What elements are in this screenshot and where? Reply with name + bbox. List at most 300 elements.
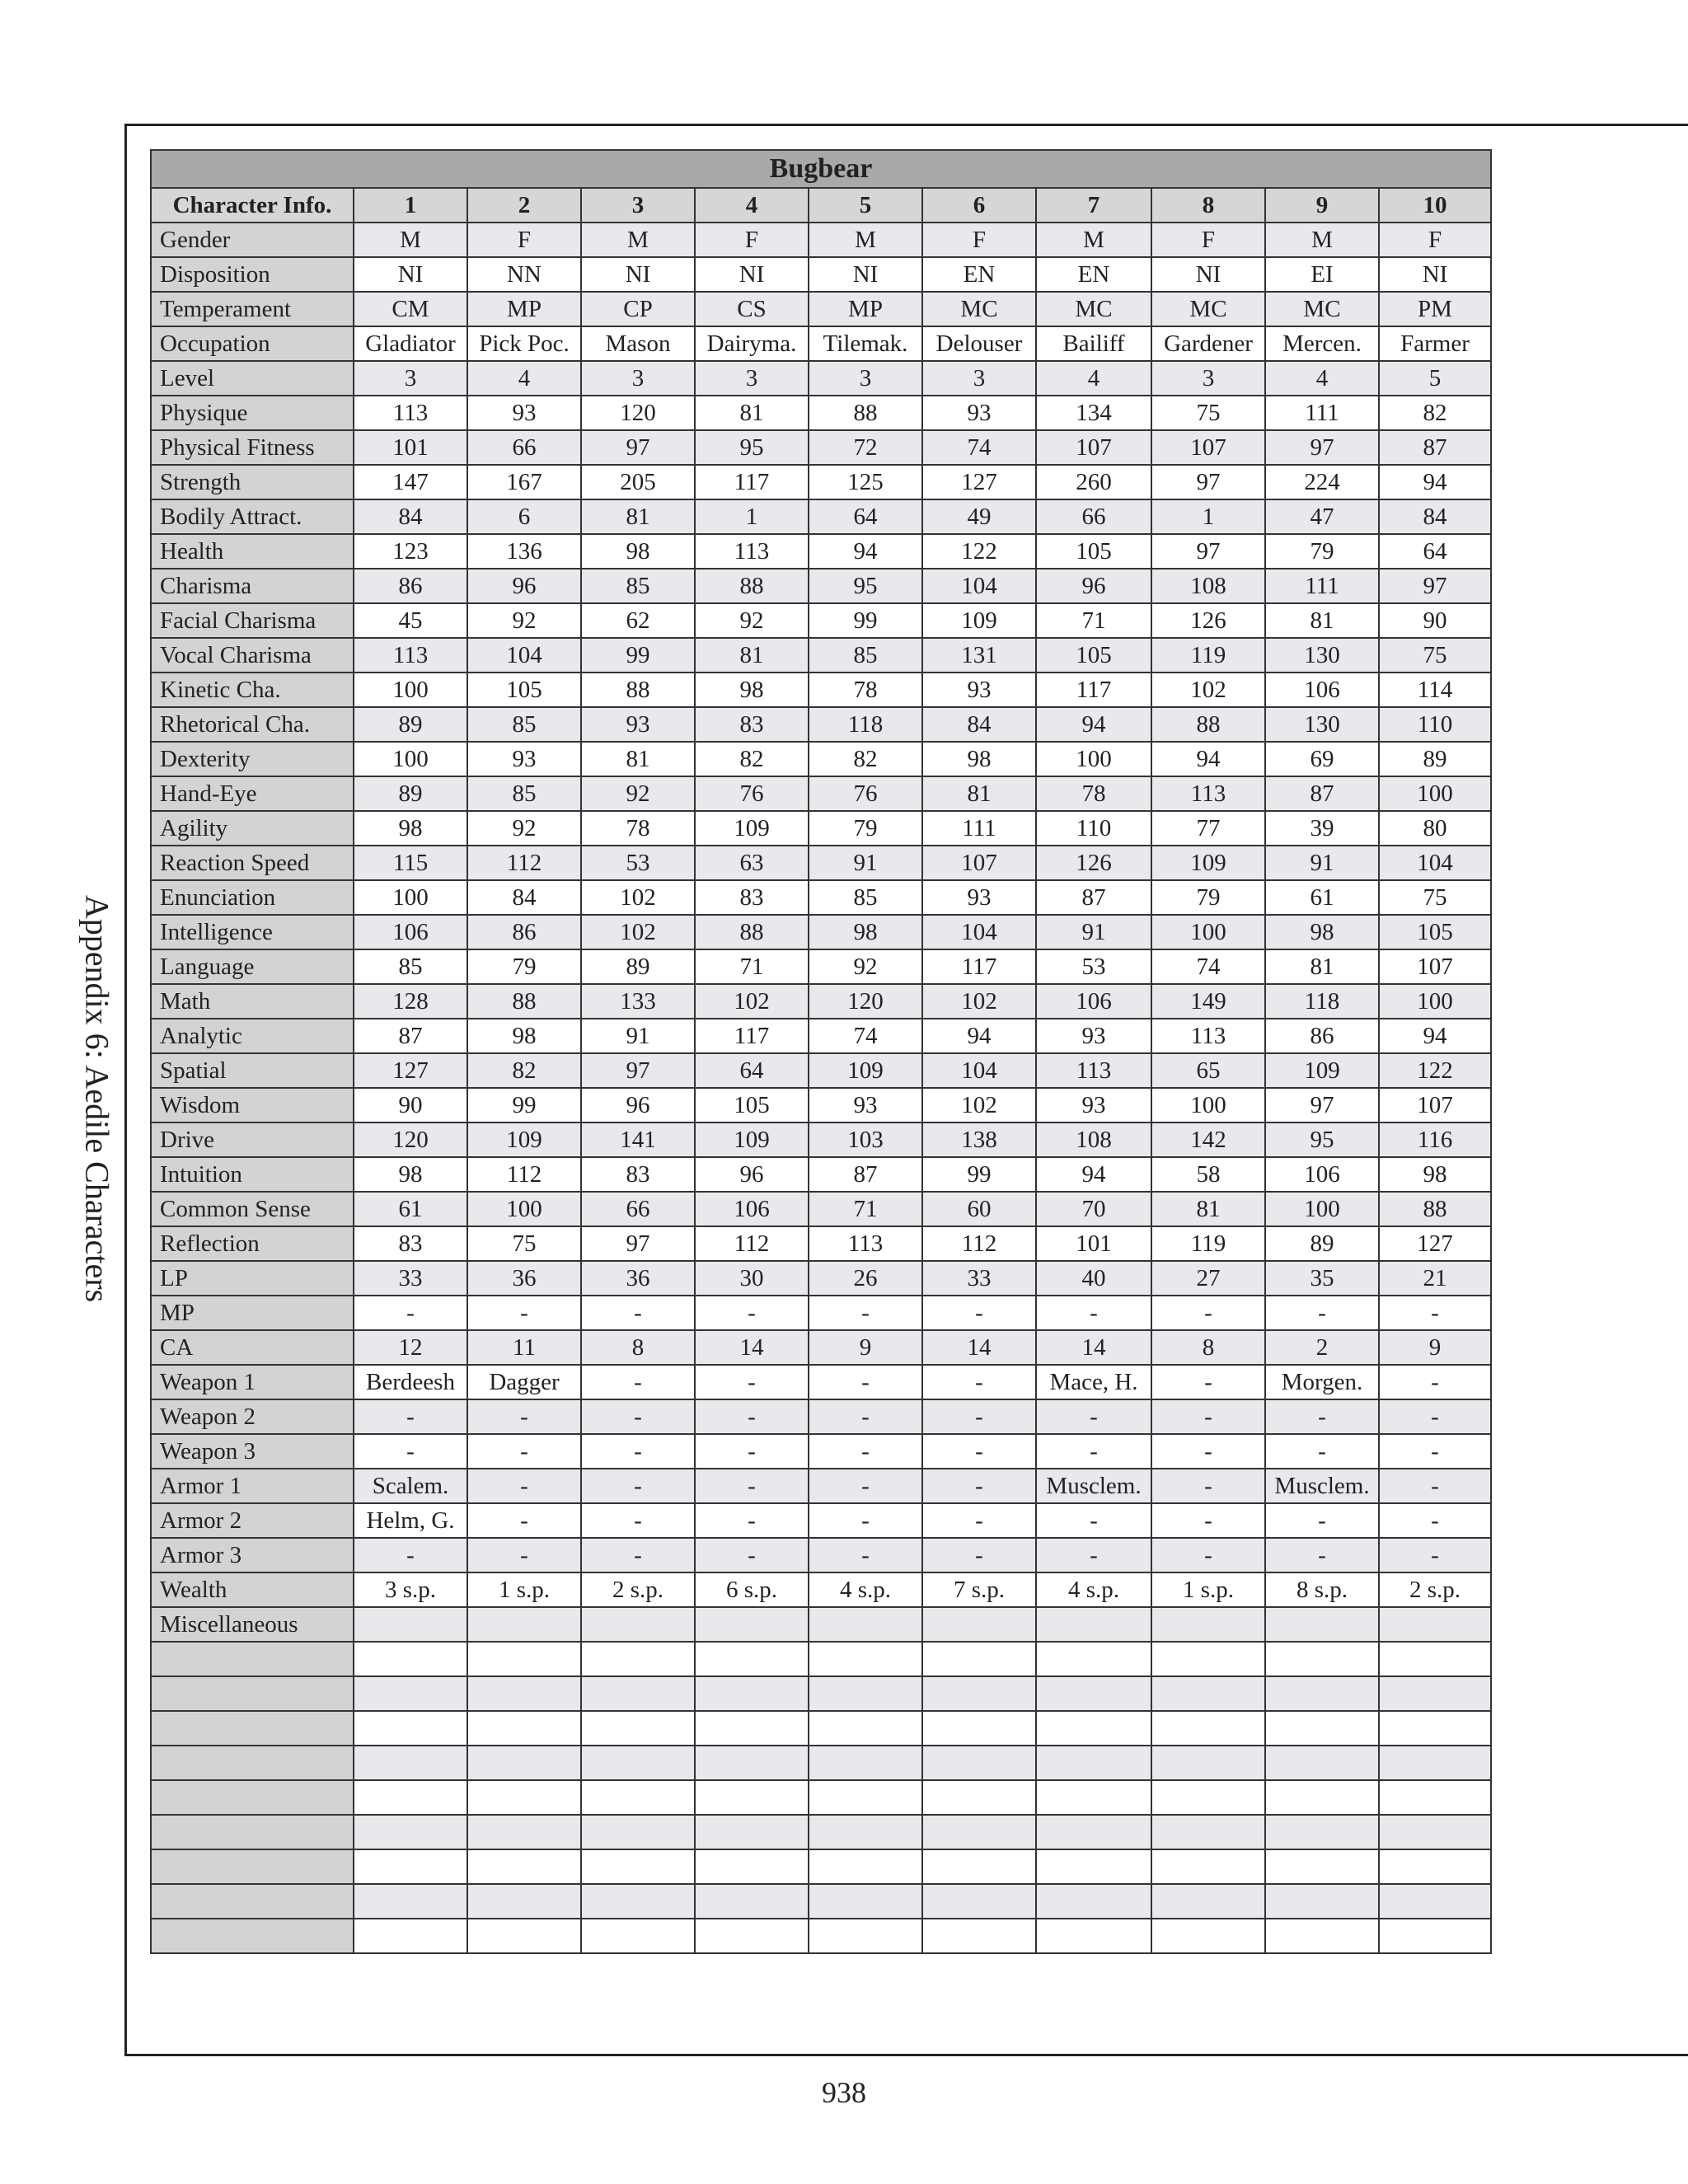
page-number: 938 xyxy=(822,2076,866,2109)
table-cell: 94 xyxy=(1379,465,1491,499)
table-cell: 104 xyxy=(467,638,581,673)
table-cell xyxy=(467,1884,581,1919)
table-cell: 91 xyxy=(581,1019,695,1053)
table-cell xyxy=(809,1884,922,1919)
table-cell: 100 xyxy=(1265,1192,1379,1226)
table-cell xyxy=(467,1642,581,1676)
table-cell: Musclem. xyxy=(1265,1469,1379,1503)
row-label: Rhetorical Cha. xyxy=(151,707,354,742)
table-cell: 36 xyxy=(467,1261,581,1296)
table-cell: - xyxy=(467,1399,581,1434)
table-cell: 107 xyxy=(1379,949,1491,984)
table-cell xyxy=(1265,1642,1379,1676)
table-cell: 102 xyxy=(581,915,695,949)
table-row xyxy=(151,257,1491,292)
table-cell: 96 xyxy=(581,1088,695,1122)
table-cell xyxy=(354,1849,467,1884)
table-row xyxy=(151,1469,1491,1503)
table-cell: 88 xyxy=(581,673,695,707)
table-cell: 78 xyxy=(1036,776,1151,811)
table-cell: 88 xyxy=(1151,707,1265,742)
table-cell: 122 xyxy=(922,534,1036,569)
table-cell: 83 xyxy=(354,1226,467,1261)
table-cell: 39 xyxy=(1265,811,1379,846)
table-cell: - xyxy=(695,1469,809,1503)
table-cell: 81 xyxy=(695,396,809,430)
table-cell: 95 xyxy=(809,569,922,603)
table-cell: 101 xyxy=(354,430,467,465)
table-cell: 106 xyxy=(354,915,467,949)
table-cell: 119 xyxy=(1151,1226,1265,1261)
table-cell: Morgen. xyxy=(1265,1365,1379,1399)
table-cell: 107 xyxy=(1379,1088,1491,1122)
table-cell: - xyxy=(809,1538,922,1572)
table-cell: 109 xyxy=(695,811,809,846)
column-header: 9 xyxy=(1265,188,1379,223)
table-cell xyxy=(1379,1919,1491,1953)
table-cell: 66 xyxy=(467,430,581,465)
table-cell xyxy=(1151,1642,1265,1676)
table-cell: 87 xyxy=(354,1019,467,1053)
table-container xyxy=(150,149,1490,1954)
table-cell xyxy=(354,1607,467,1642)
table-cell: 82 xyxy=(695,742,809,776)
table-cell xyxy=(922,1676,1036,1711)
table-cell: 97 xyxy=(581,1226,695,1261)
table-cell: 2 s.p. xyxy=(1379,1572,1491,1607)
table-cell: 71 xyxy=(809,1192,922,1226)
table-cell: 96 xyxy=(467,569,581,603)
table-cell: NN xyxy=(467,257,581,292)
table-cell: 100 xyxy=(1036,742,1151,776)
table-cell xyxy=(1151,1919,1265,1953)
table-cell: 112 xyxy=(922,1226,1036,1261)
row-label: Reaction Speed xyxy=(151,846,354,880)
table-cell: 3 xyxy=(581,361,695,396)
table-cell: EN xyxy=(1036,257,1151,292)
table-cell: 109 xyxy=(922,603,1036,638)
table-cell: 85 xyxy=(809,638,922,673)
table-cell: 98 xyxy=(354,1157,467,1192)
table-cell: NI xyxy=(581,257,695,292)
table-cell: Delouser xyxy=(922,326,1036,361)
table-cell: NI xyxy=(354,257,467,292)
table-cell: 35 xyxy=(1265,1261,1379,1296)
row-label xyxy=(151,1642,354,1676)
table-cell: - xyxy=(1151,1399,1265,1434)
table-cell: 125 xyxy=(809,465,922,499)
table-cell: MC xyxy=(1036,292,1151,326)
table-cell xyxy=(581,1884,695,1919)
table-cell: 93 xyxy=(922,880,1036,915)
table-cell: Gladiator xyxy=(354,326,467,361)
table-row xyxy=(151,1365,1491,1399)
table-cell: 113 xyxy=(809,1226,922,1261)
table-cell: Pick Poc. xyxy=(467,326,581,361)
table-cell xyxy=(922,1919,1036,1953)
table-cell xyxy=(695,1711,809,1746)
row-label: Strength xyxy=(151,465,354,499)
table-cell: NI xyxy=(1379,257,1491,292)
table-cell xyxy=(581,1815,695,1849)
table-cell: MC xyxy=(1265,292,1379,326)
table-cell: 97 xyxy=(581,1053,695,1088)
table-cell: - xyxy=(1151,1434,1265,1469)
table-cell xyxy=(809,1607,922,1642)
table-cell: - xyxy=(1036,1538,1151,1572)
table-cell xyxy=(695,1849,809,1884)
table-cell: - xyxy=(1036,1503,1151,1538)
table-cell: - xyxy=(1379,1399,1491,1434)
table-cell: 100 xyxy=(1151,1088,1265,1122)
table-cell: 3 xyxy=(1151,361,1265,396)
table-cell: 14 xyxy=(922,1330,1036,1365)
table-cell: 85 xyxy=(809,880,922,915)
table-row xyxy=(151,1919,1491,1953)
table-cell: - xyxy=(1036,1296,1151,1330)
table-cell: Mercen. xyxy=(1265,326,1379,361)
table-cell: 11 xyxy=(467,1330,581,1365)
table-cell xyxy=(467,1711,581,1746)
table-cell: 205 xyxy=(581,465,695,499)
table-cell: 27 xyxy=(1151,1261,1265,1296)
table-cell: - xyxy=(581,1434,695,1469)
table-cell: 99 xyxy=(467,1088,581,1122)
table-row xyxy=(151,1607,1491,1642)
table-cell xyxy=(809,1746,922,1780)
table-cell: 112 xyxy=(695,1226,809,1261)
table-cell: 100 xyxy=(1379,776,1491,811)
row-label: Level xyxy=(151,361,354,396)
table-cell: 1 s.p. xyxy=(1151,1572,1265,1607)
table-cell: 108 xyxy=(1151,569,1265,603)
table-cell: 93 xyxy=(1036,1019,1151,1053)
table-cell: 96 xyxy=(1036,569,1151,603)
table-cell: 100 xyxy=(354,880,467,915)
table-cell xyxy=(1151,1676,1265,1711)
table-cell xyxy=(1379,1676,1491,1711)
column-header: 4 xyxy=(695,188,809,223)
table-cell: - xyxy=(695,1538,809,1572)
table-cell: - xyxy=(581,1503,695,1538)
table-cell: PM xyxy=(1379,292,1491,326)
table-cell: 80 xyxy=(1379,811,1491,846)
table-cell: 94 xyxy=(1036,1157,1151,1192)
table-cell: 47 xyxy=(1265,499,1379,534)
table-cell: - xyxy=(581,1538,695,1572)
row-label: Armor 2 xyxy=(151,1503,354,1538)
row-label: Facial Charisma xyxy=(151,603,354,638)
table-cell: CM xyxy=(354,292,467,326)
table-cell: 88 xyxy=(695,915,809,949)
table-cell: - xyxy=(1379,1296,1491,1330)
table-cell: 77 xyxy=(1151,811,1265,846)
table-cell xyxy=(581,1746,695,1780)
table-cell: 81 xyxy=(1265,603,1379,638)
table-row xyxy=(151,1053,1491,1088)
table-cell xyxy=(1265,1815,1379,1849)
row-label: Common Sense xyxy=(151,1192,354,1226)
table-cell xyxy=(467,1780,581,1815)
table-cell: 98 xyxy=(1379,1157,1491,1192)
table-cell: 131 xyxy=(922,638,1036,673)
table-cell: 141 xyxy=(581,1122,695,1157)
table-row xyxy=(151,1746,1491,1780)
table-cell: - xyxy=(581,1399,695,1434)
table-cell: 142 xyxy=(1151,1122,1265,1157)
table-cell: - xyxy=(695,1434,809,1469)
table-cell: - xyxy=(922,1469,1036,1503)
table-cell: 133 xyxy=(581,984,695,1019)
table-cell: - xyxy=(581,1469,695,1503)
table-cell: 117 xyxy=(695,465,809,499)
table-cell: Mace, H. xyxy=(1036,1365,1151,1399)
table-cell: 113 xyxy=(695,534,809,569)
table-cell: - xyxy=(1265,1296,1379,1330)
row-label xyxy=(151,1711,354,1746)
table-row xyxy=(151,603,1491,638)
row-label: Kinetic Cha. xyxy=(151,673,354,707)
table-cell: 8 xyxy=(1151,1330,1265,1365)
row-label xyxy=(151,1780,354,1815)
table-cell: 93 xyxy=(922,673,1036,707)
table-cell: Berdeesh xyxy=(354,1365,467,1399)
table-cell: 91 xyxy=(1036,915,1151,949)
table-cell: 49 xyxy=(922,499,1036,534)
table-cell: MC xyxy=(1151,292,1265,326)
table-cell xyxy=(467,1607,581,1642)
row-label: Armor 3 xyxy=(151,1538,354,1572)
table-cell: 4 s.p. xyxy=(1036,1572,1151,1607)
table-cell: F xyxy=(922,223,1036,257)
table-row xyxy=(151,569,1491,603)
table-cell: - xyxy=(809,1503,922,1538)
table-cell: 83 xyxy=(581,1157,695,1192)
table-cell xyxy=(1036,1676,1151,1711)
table-row xyxy=(151,1088,1491,1122)
table-row xyxy=(151,742,1491,776)
table-cell: 122 xyxy=(1379,1053,1491,1088)
table-cell xyxy=(922,1711,1036,1746)
table-row xyxy=(151,1296,1491,1330)
row-label xyxy=(151,1884,354,1919)
row-label: LP xyxy=(151,1261,354,1296)
table-cell: - xyxy=(1151,1538,1265,1572)
table-cell: 99 xyxy=(922,1157,1036,1192)
table-cell: 81 xyxy=(581,742,695,776)
table-cell: 97 xyxy=(1379,569,1491,603)
table-cell: - xyxy=(1151,1296,1265,1330)
table-cell: 79 xyxy=(467,949,581,984)
table-cell: 69 xyxy=(1265,742,1379,776)
table-cell: 93 xyxy=(922,396,1036,430)
table-cell: NI xyxy=(1151,257,1265,292)
table-cell: 98 xyxy=(467,1019,581,1053)
table-cell xyxy=(695,1607,809,1642)
table-cell: - xyxy=(1151,1469,1265,1503)
table-cell xyxy=(1036,1711,1151,1746)
table-cell: 79 xyxy=(1151,880,1265,915)
table-cell: 97 xyxy=(1151,534,1265,569)
table-cell xyxy=(354,1919,467,1953)
table-cell xyxy=(809,1815,922,1849)
table-cell xyxy=(1265,1676,1379,1711)
table-cell: - xyxy=(1379,1538,1491,1572)
table-cell: 127 xyxy=(1379,1226,1491,1261)
table-row xyxy=(151,1226,1491,1261)
column-header: 5 xyxy=(809,188,922,223)
table-cell xyxy=(1036,1746,1151,1780)
table-cell: 14 xyxy=(1036,1330,1151,1365)
table-row xyxy=(151,1399,1491,1434)
table-cell: 111 xyxy=(1265,396,1379,430)
table-cell: 60 xyxy=(922,1192,1036,1226)
table-cell xyxy=(1036,1780,1151,1815)
table-cell xyxy=(1265,1711,1379,1746)
table-cell: - xyxy=(1379,1365,1491,1399)
table-row xyxy=(151,1503,1491,1538)
row-label: Reflection xyxy=(151,1226,354,1261)
table-cell: 71 xyxy=(695,949,809,984)
table-cell: 113 xyxy=(1151,776,1265,811)
table-cell: 93 xyxy=(467,742,581,776)
table-cell: 40 xyxy=(1036,1261,1151,1296)
row-label: Occupation xyxy=(151,326,354,361)
table-cell: 224 xyxy=(1265,465,1379,499)
table-cell: EN xyxy=(922,257,1036,292)
table-row xyxy=(151,915,1491,949)
table-cell: 111 xyxy=(922,811,1036,846)
table-cell xyxy=(1036,1607,1151,1642)
row-label: Math xyxy=(151,984,354,1019)
table-cell: 82 xyxy=(1379,396,1491,430)
table-cell: Scalem. xyxy=(354,1469,467,1503)
table-cell xyxy=(922,1607,1036,1642)
table-cell: 64 xyxy=(809,499,922,534)
row-label: Armor 1 xyxy=(151,1469,354,1503)
table-cell: 113 xyxy=(354,396,467,430)
row-label: Analytic xyxy=(151,1019,354,1053)
table-cell: 76 xyxy=(695,776,809,811)
row-label: Physique xyxy=(151,396,354,430)
row-label: Drive xyxy=(151,1122,354,1157)
table-cell: 94 xyxy=(1151,742,1265,776)
row-label: Disposition xyxy=(151,257,354,292)
table-cell xyxy=(1265,1849,1379,1884)
table-cell: F xyxy=(1151,223,1265,257)
table-cell: M xyxy=(1036,223,1151,257)
table-cell: 63 xyxy=(695,846,809,880)
table-cell: 78 xyxy=(809,673,922,707)
table-cell: 109 xyxy=(1265,1053,1379,1088)
table-cell: 100 xyxy=(1379,984,1491,1019)
table-cell: 100 xyxy=(1151,915,1265,949)
table-cell: M xyxy=(354,223,467,257)
table-cell: 93 xyxy=(467,396,581,430)
table-cell xyxy=(1036,1919,1151,1953)
table-cell: 107 xyxy=(1036,430,1151,465)
table-cell xyxy=(467,1849,581,1884)
table-cell: 106 xyxy=(1036,984,1151,1019)
table-cell: 2 xyxy=(1265,1330,1379,1365)
row-label: Weapon 3 xyxy=(151,1434,354,1469)
table-cell: 8 s.p. xyxy=(1265,1572,1379,1607)
table-cell: 3 xyxy=(695,361,809,396)
table-cell: Musclem. xyxy=(1036,1469,1151,1503)
column-header: 7 xyxy=(1036,188,1151,223)
table-cell: 88 xyxy=(467,984,581,1019)
table-cell: 98 xyxy=(354,811,467,846)
table-cell: 87 xyxy=(809,1157,922,1192)
table-cell: 89 xyxy=(1265,1226,1379,1261)
column-header: 2 xyxy=(467,188,581,223)
table-cell xyxy=(467,1676,581,1711)
table-cell: - xyxy=(695,1399,809,1434)
table-cell: 138 xyxy=(922,1122,1036,1157)
row-label: Spatial xyxy=(151,1053,354,1088)
table-cell: 119 xyxy=(1151,638,1265,673)
table-row xyxy=(151,949,1491,984)
table-cell: 3 s.p. xyxy=(354,1572,467,1607)
table-cell: Farmer xyxy=(1379,326,1491,361)
table-row xyxy=(151,846,1491,880)
table-cell: 149 xyxy=(1151,984,1265,1019)
table-cell: 109 xyxy=(809,1053,922,1088)
table-cell xyxy=(581,1642,695,1676)
table-row xyxy=(151,1538,1491,1572)
table-cell: - xyxy=(1265,1399,1379,1434)
table-cell: - xyxy=(922,1538,1036,1572)
table-cell xyxy=(1151,1780,1265,1815)
table-row xyxy=(151,673,1491,707)
table-cell: - xyxy=(354,1296,467,1330)
table-cell xyxy=(1379,1780,1491,1815)
table-cell: 75 xyxy=(1151,396,1265,430)
table-row xyxy=(151,1849,1491,1884)
table-cell xyxy=(467,1746,581,1780)
table-cell: 112 xyxy=(467,846,581,880)
table-cell: 92 xyxy=(695,603,809,638)
table-cell: 3 xyxy=(922,361,1036,396)
row-label xyxy=(151,1919,354,1953)
character-table xyxy=(150,149,1492,1954)
table-cell xyxy=(809,1919,922,1953)
table-row xyxy=(151,707,1491,742)
table-cell: - xyxy=(809,1434,922,1469)
table-cell xyxy=(1151,1849,1265,1884)
header-label: Character Info. xyxy=(151,188,354,223)
table-cell: 97 xyxy=(581,430,695,465)
table-cell: 91 xyxy=(809,846,922,880)
table-cell: F xyxy=(467,223,581,257)
table-cell: 111 xyxy=(1265,569,1379,603)
table-cell: - xyxy=(1151,1365,1265,1399)
table-row xyxy=(151,1122,1491,1157)
table-cell: 98 xyxy=(809,915,922,949)
table-cell: - xyxy=(354,1434,467,1469)
table-cell: 84 xyxy=(1379,499,1491,534)
table-cell xyxy=(1151,1746,1265,1780)
table-cell: 85 xyxy=(581,569,695,603)
table-cell: 85 xyxy=(467,776,581,811)
table-cell: 97 xyxy=(1151,465,1265,499)
table-cell: 97 xyxy=(1265,430,1379,465)
table-row xyxy=(151,638,1491,673)
table-cell: 76 xyxy=(809,776,922,811)
table-cell xyxy=(1036,1815,1151,1849)
table-cell: 64 xyxy=(695,1053,809,1088)
table-cell: MP xyxy=(467,292,581,326)
